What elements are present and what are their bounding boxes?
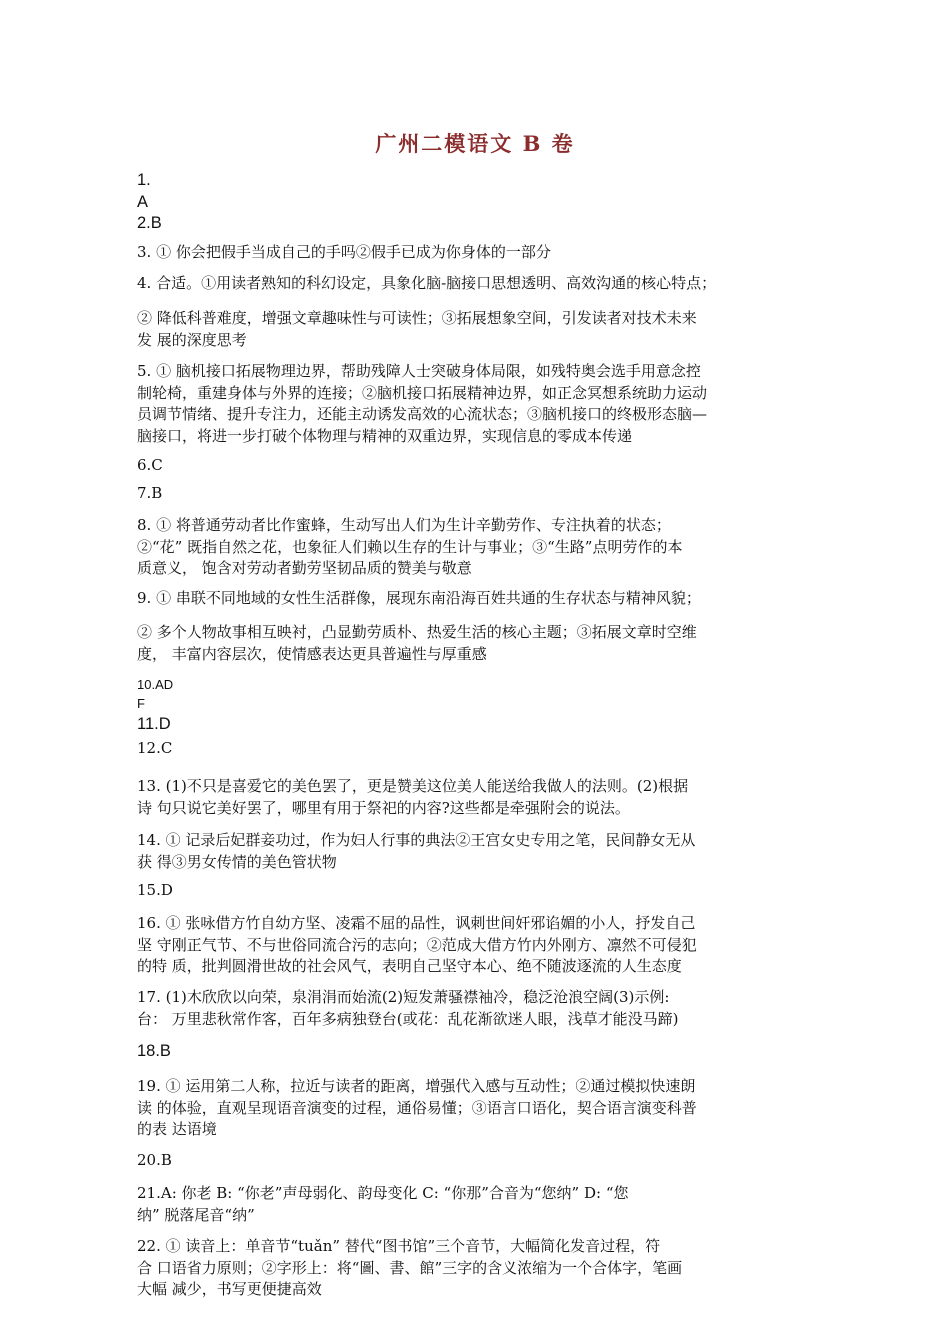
answer-line: 度， 丰富内容层次，使情感表达更具普遍性与厚重感 — [137, 644, 487, 663]
answer-line: 11.D — [137, 715, 171, 733]
answer-line: 10.AD — [137, 677, 174, 692]
answer-block-3 — [137, 242, 827, 264]
answer-line: ②“花” 既指自然之花，也象征人们赖以生存的生计与事业；③“生路”点明劳作的本 — [137, 537, 683, 556]
answer-line: 15.D — [137, 881, 173, 899]
answer-line: A — [137, 192, 149, 211]
answer-line: 17. (1)木欣欣以向荣，泉涓涓而始流(2)短发萧骚襟袖冷，稳泛沧浪空阔(3)示例: — [137, 988, 670, 1006]
answer-line: 坚 守刚正气节、不与世俗同流合污的志向；②范成大借方竹内外刚方、凛然不可侵犯 — [137, 935, 697, 954]
answer-line: 16. ① 张咏借方竹自幼方坚、凌霜不屈的品性，讽刺世间奸邪谄媚的小人，抒发自己 — [137, 914, 696, 932]
answer-line: 22. ① 读音上：单音节“tuǎn” 替代“图书馆”三个音节，大幅简化发音过程，符 — [137, 1237, 661, 1255]
answer-block-5 — [137, 361, 827, 447]
answer-line: 13. (1)不只是喜爱它的美色罢了，更是赞美这位美人能送给我做人的法则。(2)根据 — [137, 777, 689, 795]
answer-line: 19. ① 运用第二人称，拉近与读者的距离，增强代入感与互动性；②通过模拟快速朗 — [137, 1077, 696, 1095]
answer-line: 诗 句只说它美好罢了，哪里有用于祭祀的内容?这些都是牵强附会的说法。 — [137, 798, 630, 817]
answer-block-14 — [137, 830, 827, 873]
answer-block-21 — [137, 1183, 827, 1226]
answer-block-11-12 — [137, 714, 827, 759]
answer-block-10 — [137, 675, 827, 713]
answer-line: 7.B — [137, 484, 163, 502]
answer-line: 合 口语省力原则；②字形上：将“圖、書、館”三字的含义浓缩为一个合体字，笔画 — [137, 1258, 683, 1277]
answer-block-15 — [137, 880, 827, 902]
answer-line: 的表 达语境 — [137, 1120, 217, 1138]
answer-line: 制轮椅，重建身体与外界的连接；②脑机接口拓展精神边界，如正念冥想系统助力运动 — [137, 383, 708, 402]
answer-line: 12.C — [137, 738, 173, 757]
answer-block-8 — [137, 515, 827, 580]
answer-line: 21.A: 你老 B: “你老”声母弱化、韵母变化 C: “你那”合音为“您纳” D: “您 — [137, 1184, 629, 1202]
answer-block-4-cont — [137, 308, 827, 351]
answer-block-20 — [137, 1150, 827, 1172]
answer-block-22 — [137, 1236, 827, 1301]
answer-line: ② 降低科普难度，增强文章趣味性与可读性；③拓展想象空间，引发读者对技术未来 — [137, 309, 697, 327]
answer-line: 获 得③男女传情的美色管状物 — [137, 852, 337, 871]
answer-block-4 — [137, 273, 827, 295]
answer-block-6 — [137, 455, 827, 477]
answer-line: 20.B — [137, 1151, 172, 1169]
answer-line: 的特 质，批判圆滑世故的社会风气，表明自己坚守本心、绝不随波逐流的人生态度 — [137, 957, 682, 975]
answer-block-7 — [137, 483, 827, 505]
answer-line: 14. ① 记录后妃群妾功过，作为妇人行事的典法②王宫女史专用之笔，民间静女无从 — [137, 831, 696, 849]
answer-line: 1. — [137, 171, 151, 189]
answer-line: 4. 合适。①用读者熟知的科幻设定，具象化脑-脑接口思想透明、高效沟通的核心特点； — [137, 274, 717, 292]
answer-line: 9. ① 串联不同地域的女性生活群像，展现东南沿海百姓共通的生存状态与精神风貌； — [137, 589, 701, 607]
answer-line: 大幅 减少，书写更便捷高效 — [137, 1280, 322, 1298]
answer-line: 纳” 脱落尾音“纳” — [137, 1205, 255, 1224]
answer-line: 6.C — [137, 456, 163, 474]
answer-block-9-cont — [137, 622, 827, 665]
page-title: 广州二模语文 B 卷 — [375, 131, 575, 156]
answer-block-16 — [137, 913, 827, 978]
answer-block-19 — [137, 1076, 827, 1141]
answer-block-9 — [137, 588, 827, 610]
answer-line: ② 多个人物故事相互映衬，凸显勤劳质朴、热爱生活的核心主题；③拓展文章时空维 — [137, 623, 697, 641]
answer-line: 3. ① 你会把假手当成自己的手吗②假手已成为你身体的一部分 — [137, 243, 551, 261]
answer-block-13 — [137, 776, 827, 819]
answer-line: F — [137, 696, 145, 711]
answer-block-1-2 — [137, 170, 827, 235]
answer-block-17 — [137, 987, 827, 1030]
answer-block-18 — [137, 1041, 827, 1063]
answer-line: 质意义， 饱含对劳动者勤劳坚韧品质的赞美与敬意 — [137, 559, 472, 577]
answer-line: 员调节情绪、提升专注力，还能主动诱发高效的心流状态；③脑机接口的终极形态脑— — [137, 405, 708, 423]
answer-line: 脑接口，将进一步打破个体物理与精神的双重边界，实现信息的零成本传递 — [137, 426, 633, 445]
answer-line: 发 展的深度思考 — [137, 330, 247, 349]
answer-line: 读 的体验，直观呈现语音演变的过程，通俗易懂；③语言口语化，契合语言演变科普 — [137, 1098, 697, 1117]
answer-line: 2.B — [137, 214, 162, 232]
answer-line: 8. ① 将普通劳动者比作蜜蜂，生动写出人们为生计辛勤劳作、专注执着的状态； — [137, 516, 671, 534]
answer-line: 台： 万里悲秋常作客，百年多病独登台(或花：乱花渐欲迷人眼，浅草才能没马蹄) — [137, 1009, 679, 1028]
answer-line: 18.B — [137, 1042, 171, 1060]
answer-line: 5. ① 脑机接口拓展物理边界，帮助残障人士突破身体局限，如残特奥会选手用意念控 — [137, 362, 701, 380]
